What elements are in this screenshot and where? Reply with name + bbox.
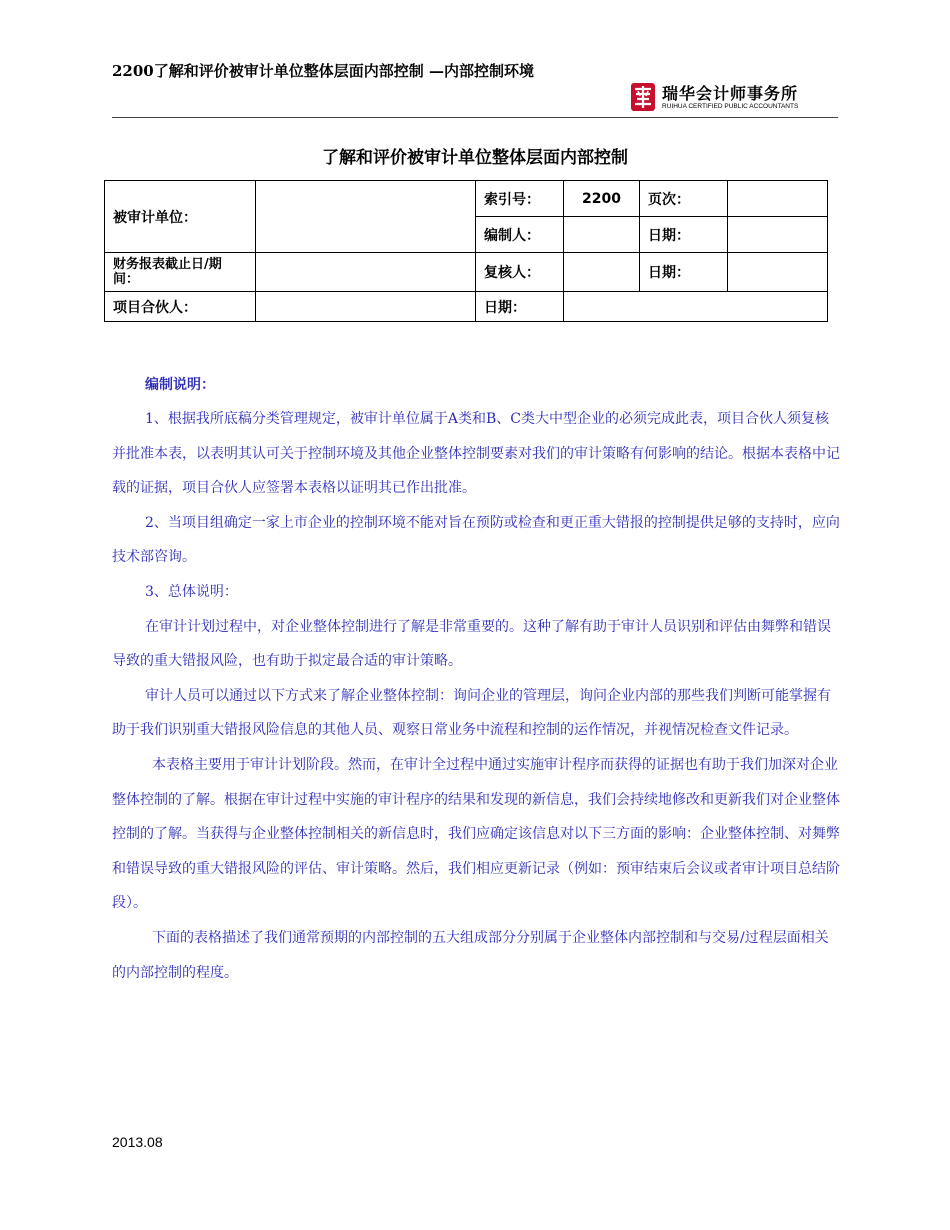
page-label: 页次： [640, 181, 728, 217]
firm-name-cn: 瑞华会计师事务所 [662, 84, 799, 103]
date-label-3: 日期： [476, 292, 564, 322]
audited-unit-field[interactable] [256, 181, 476, 253]
period-label: 财务报表截止日/期间： [105, 253, 256, 292]
instruction-paragraph: 下面的表格描述了我们通常预期的内部控制的五大组成部分分别属于企业整体内部控制和与交易/过程层面相关的内部控制的程度。 [112, 929, 829, 981]
instruction-paragraph: 本表格主要用于审计计划阶段。然而，在审计全过程中通过实施审计程序而获得的证据也有助于我们加深对企业整体控制的了解。根据在审计过程中实施的审计程序的结果和发现的新信息，我们会持续地修改和更新我们对企业整体控制的了解。当获得与企业整体控制相关的新信息时，我们应确定该信息对以下三方面的影响：企业整体控制、对舞弊和错误导致的重大错报风险的评估、审计策略。然后，我们相应更新记录（例如：预审结束后会议或者审计项目总结阶段）。 [112, 756, 840, 912]
partner-field[interactable] [256, 292, 476, 322]
reviewer-field[interactable] [564, 253, 640, 292]
preparer-field[interactable] [564, 217, 640, 253]
footer-date: 2013.08 [112, 1134, 163, 1150]
instruction-paragraph: 1、根据我所底稿分类管理规定，被审计单位属于A类和B、C类大中型企业的必须完成此表，项目合伙人须复核并批准本表，以表明其认可关于控制环境及其他企业整体控制要素对我们的审计策略有何影响的结论。根据本表格中记载的证据，项目合伙人应签署本表格以证明其已作出批准。 [112, 411, 840, 497]
document-title: 了解和评价被审计单位整体层面内部控制 [322, 148, 628, 168]
instruction-paragraph: 在审计计划过程中，对企业整体控制进行了解是非常重要的。这种了解有助于审计人员识别和评估由舞弊和错误导致的重大错报风险，也有助于拟定最合适的审计策略。 [112, 618, 831, 670]
period-field[interactable] [256, 253, 476, 292]
instruction-paragraph: 3、总体说明： [145, 583, 238, 600]
preparer-label: 编制人： [476, 217, 564, 253]
index-label: 索引号： [476, 181, 564, 217]
date-label-1: 日期： [640, 217, 728, 253]
info-table [104, 180, 828, 322]
firm-name-en: RUIHUA CERTIFIED PUBLIC ACCOUNTANTS [662, 103, 799, 110]
instructions-heading: 编制说明： [145, 377, 215, 393]
page-field[interactable] [728, 181, 828, 217]
instructions [112, 368, 840, 990]
firm-logo [630, 82, 830, 114]
firm-logo-icon [630, 82, 656, 112]
header-divider [112, 117, 838, 118]
instruction-paragraph: 审计人员可以通过以下方式来了解企业整体控制：询问企业的管理层，询问企业内部的那些我们判断可能掌握有助于我们识别重大错报风险信息的其他人员、观察日常业务中流程和控制的运作情况，并视情况检查文件记录。 [112, 687, 831, 739]
partner-label: 项目合伙人： [105, 292, 256, 322]
reviewer-label: 复核人： [476, 253, 564, 292]
date-field-3[interactable] [564, 292, 828, 322]
date-field-1[interactable] [728, 217, 828, 253]
date-label-2: 日期： [640, 253, 728, 292]
index-value[interactable]: 2200 [564, 181, 640, 217]
date-field-2[interactable] [728, 253, 828, 292]
audited-unit-label: 被审计单位： [105, 181, 256, 253]
header-title: 2200了解和评价被审计单位整体层面内部控制 —内部控制环境 [112, 62, 534, 80]
instruction-paragraph: 2、当项目组确定一家上市企业的控制环境不能对旨在预防或检查和更正重大错报的控制提供足够的支持时，应向技术部咨询。 [112, 514, 840, 566]
